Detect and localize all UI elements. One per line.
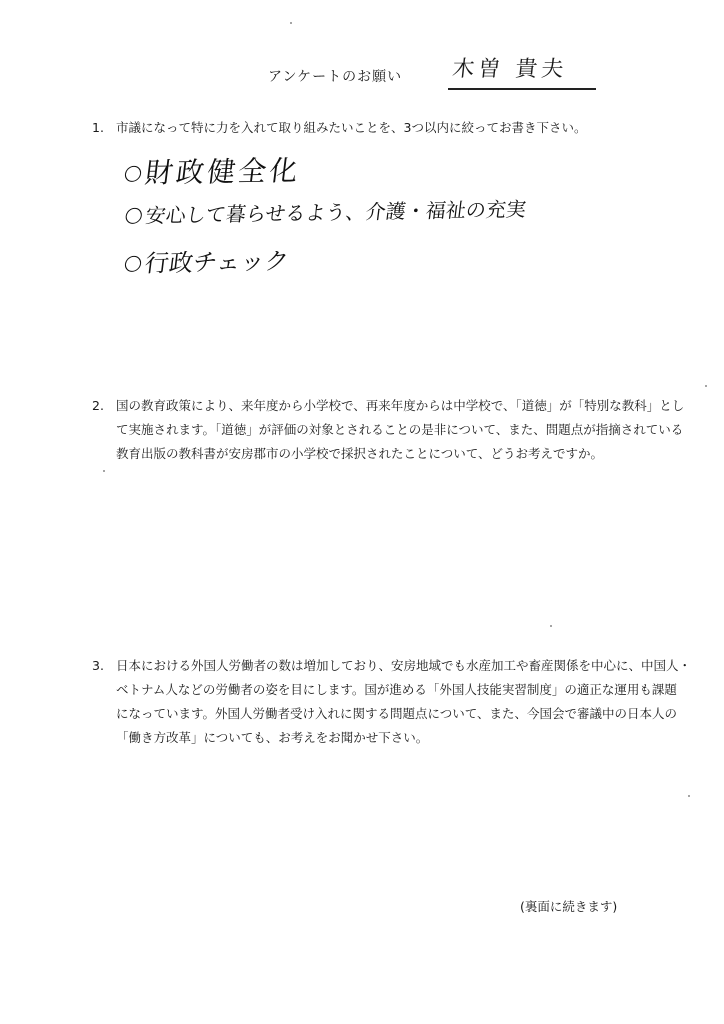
question-number: 2. — [92, 398, 104, 413]
question-1-answers — [125, 152, 545, 284]
circle-bullet-icon — [125, 207, 143, 223]
question-number: 1. — [92, 120, 104, 135]
continued-note: (裏面に続きます) — [520, 899, 618, 914]
survey-title: アンケートのお願い — [268, 69, 403, 85]
question-text-line: 教育出版の教科書が安房郡市の小学校で採択されたことについて、どうお考えですか。 — [116, 446, 604, 461]
scan-speck — [103, 470, 105, 472]
question-number: 3. — [92, 658, 104, 673]
question-3 — [92, 654, 698, 750]
question-text-line: 「働き方改革」についても、お考えをお聞かせ下さい。 — [116, 730, 429, 745]
question-text-line: て実施されます。「道徳」が評価の対象とされることの是非について、また、問題点が指摘されている — [116, 422, 684, 437]
question-1 — [92, 116, 698, 140]
circle-bullet-icon — [124, 255, 142, 271]
scan-speck — [705, 385, 707, 387]
question-text-line: ベトナム人などの労働者の姿を目にします。国が進める「外国人技能実習制度」の適正な運用も課題 — [116, 682, 677, 697]
respondent-signature: 木曽 貴夫 — [450, 57, 569, 82]
question-text-line: 国の教育政策により、来年度から小学校で、再来年度からは中学校で、「道徳」が「特別な教科」とし — [116, 398, 685, 413]
circle-bullet-icon — [124, 165, 142, 181]
question-2 — [92, 394, 698, 466]
scan-speck — [550, 625, 552, 627]
handwritten-answer: 行政チェック — [123, 237, 549, 284]
question-text-line: 日本における外国人労働者の数は増加しており、安房地域でも水産加工や畜産関係を中心に、中国人・ — [116, 658, 692, 673]
signature-underline — [448, 88, 596, 90]
question-text: 市議になって特に力を入れて取り組みたいことを、3つ以内に絞ってお書き下さい。 — [116, 120, 587, 135]
handwritten-answer: 財政健全化 — [122, 145, 548, 196]
handwritten-answer: 安心して暮らせるよう、介護・福祉の充実 — [122, 193, 548, 244]
scan-speck — [688, 795, 690, 797]
scan-speck — [290, 22, 292, 24]
question-text-line: になっています。外国人労働者受け入れに関する問題点について、また、今国会で審議中の日本人の — [116, 706, 678, 721]
